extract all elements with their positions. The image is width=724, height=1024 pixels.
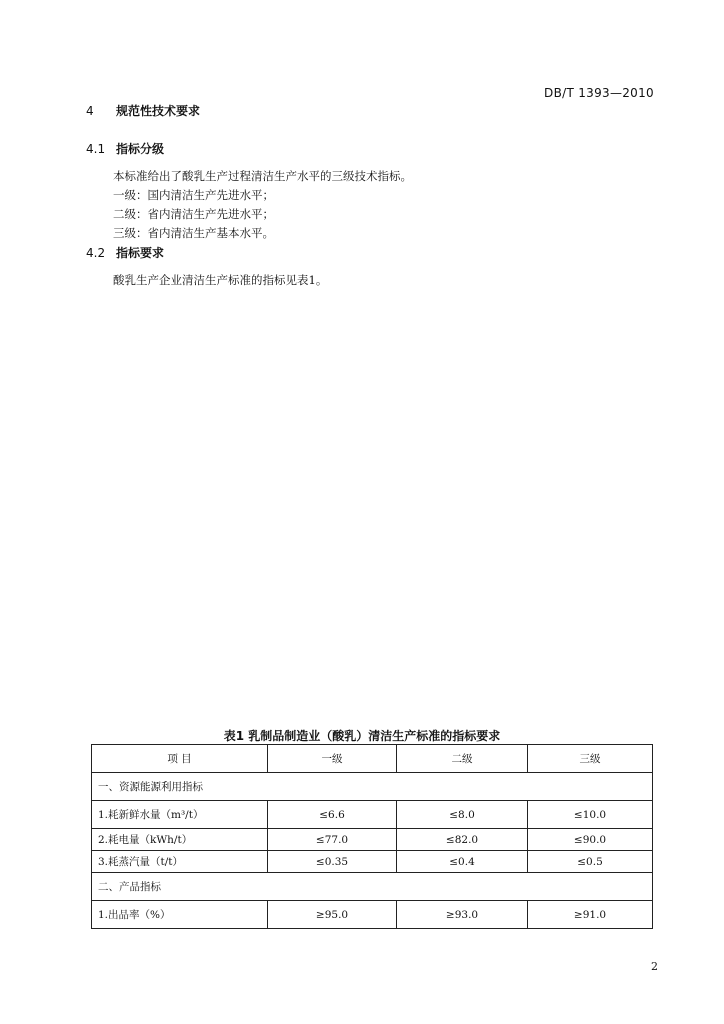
table-row <box>92 829 653 851</box>
section-title: 指标分级 <box>116 142 165 156</box>
row-level-1: ≤6.6 <box>268 801 397 829</box>
row-item: 3.耗蒸汽量（t/t） <box>92 851 268 873</box>
table-caption: 表1 乳制品制造业（酸乳）清洁生产标准的指标要求 <box>223 729 501 743</box>
section-4-2-heading <box>86 244 164 261</box>
level-3-line: 三级：省内清洁生产基本水平。 <box>113 226 274 240</box>
row-item: 1.出品率（%） <box>92 901 268 929</box>
level-1-line: 一级：国内清洁生产先进水平； <box>113 188 274 202</box>
row-level-3: ≥91.0 <box>528 901 653 929</box>
row-item: 2.耗电量（kWh/t） <box>92 829 268 851</box>
page-number: 2 <box>651 960 658 973</box>
level-2-line: 二级：省内清洁生产先进水平； <box>113 207 274 221</box>
table-row <box>92 851 653 873</box>
section-title: 指标要求 <box>116 246 165 260</box>
section-4-1-heading <box>86 140 164 157</box>
table-group-row <box>92 873 653 901</box>
header-item: 项 目 <box>92 745 268 773</box>
row-level-1: ≤77.0 <box>268 829 397 851</box>
row-level-3: ≤10.0 <box>528 801 653 829</box>
document-number: DB/T 1393—2010 <box>544 86 654 100</box>
row-level-3: ≤90.0 <box>528 829 653 851</box>
paragraph-requirements: 酸乳生产企业清洁生产标准的指标见表1。 <box>113 273 328 287</box>
row-level-3: ≤0.5 <box>528 851 653 873</box>
section-number: 4 <box>86 104 94 118</box>
table-header-row <box>92 745 653 773</box>
row-level-2: ≥93.0 <box>397 901 528 929</box>
row-level-1: ≥95.0 <box>268 901 397 929</box>
group-label: 一、资源能源利用指标 <box>92 773 653 801</box>
section-4-heading <box>86 102 200 119</box>
section-number: 4.2 <box>86 246 106 260</box>
table-row <box>92 901 653 929</box>
row-level-1: ≤0.35 <box>268 851 397 873</box>
section-number: 4.1 <box>86 142 106 156</box>
row-level-2: ≤0.4 <box>397 851 528 873</box>
table-row <box>92 801 653 829</box>
group-label: 二、产品指标 <box>92 873 653 901</box>
row-item: 1.耗新鲜水量（m³/t） <box>92 801 268 829</box>
row-level-2: ≤82.0 <box>397 829 528 851</box>
header-level-2: 二级 <box>397 745 528 773</box>
header-level-1: 一级 <box>268 745 397 773</box>
header-level-3: 三级 <box>528 745 653 773</box>
row-level-2: ≤8.0 <box>397 801 528 829</box>
paragraph-intro: 本标准给出了酸乳生产过程清洁生产水平的三级技术指标。 <box>113 169 412 183</box>
indicator-table <box>91 744 653 929</box>
section-title: 规范性技术要求 <box>116 104 201 118</box>
table-group-row <box>92 773 653 801</box>
